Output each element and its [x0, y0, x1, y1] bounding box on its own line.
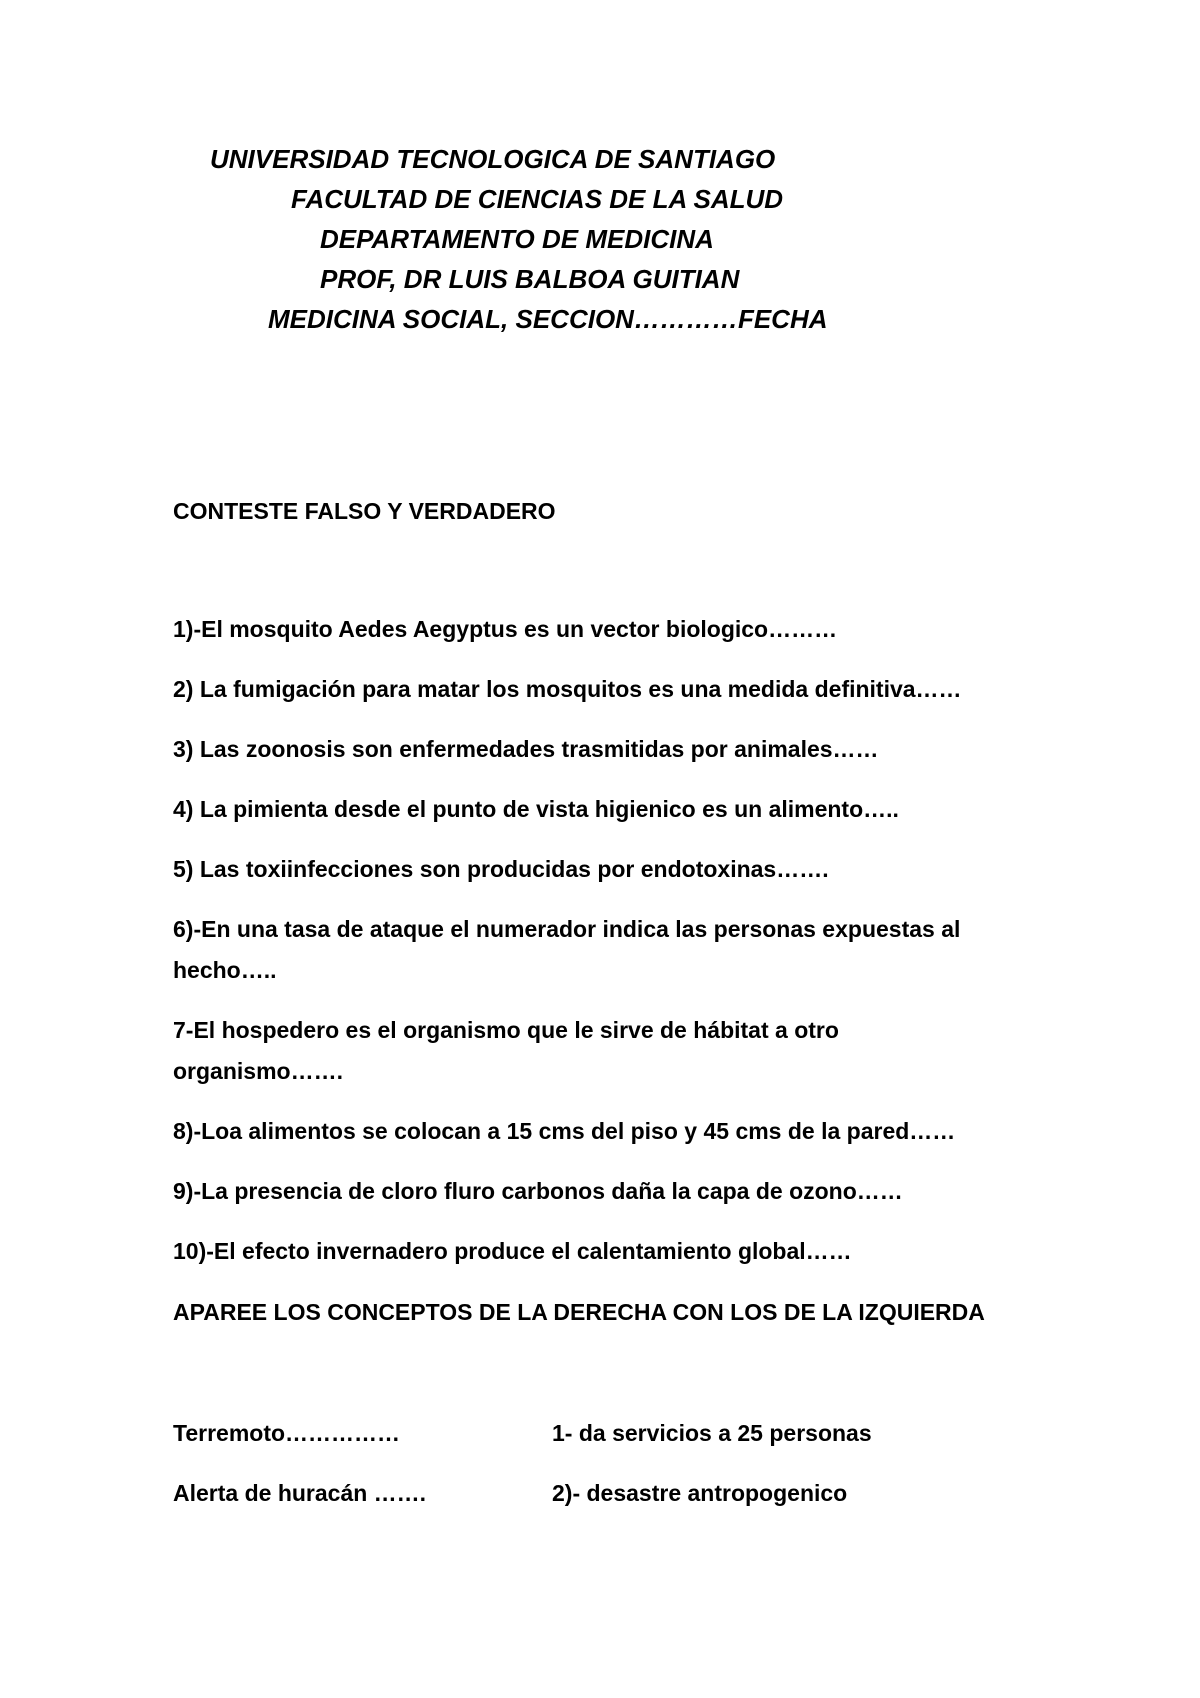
matching-right-item-1: 1- da servicios a 25 personas [552, 1420, 872, 1446]
faculty-name: FACULTAD DE CIENCIAS DE LA SALUD [291, 184, 784, 214]
question-3: 3) Las zoonosis son enfermedades trasmitidas por animales…… [173, 736, 879, 762]
course-section-date: MEDICINA SOCIAL, SECCION…………FECHA [268, 304, 828, 334]
university-name: UNIVERSIDAD TECNOLOGICA DE SANTIAGO [210, 144, 776, 174]
question-7-line-1: 7-El hospedero es el organismo que le sirve de hábitat a otro [173, 1017, 839, 1043]
question-4: 4) La pimienta desde el punto de vista higienico es un alimento….. [173, 796, 899, 822]
question-5: 5) Las toxiinfecciones son producidas por endotoxinas……. [173, 856, 829, 882]
question-10: 10)-El efecto invernadero produce el calentamiento global…… [173, 1238, 852, 1264]
question-2: 2) La fumigación para matar los mosquitos es una medida definitiva…… [173, 676, 962, 702]
matching-left-item-1: Terremoto…………… [173, 1420, 401, 1446]
question-9: 9)-La presencia de cloro fluro carbonos daña la capa de ozono…… [173, 1178, 903, 1204]
question-1: 1)-El mosquito Aedes Aegyptus es un vector biologico……… [173, 616, 838, 642]
question-6-line-2: hecho….. [173, 957, 277, 983]
matching-right-item-2: 2)- desastre antropogenico [552, 1480, 848, 1506]
department-name: DEPARTAMENTO DE MEDICINA [320, 224, 714, 254]
true-false-instruction: CONTESTE FALSO Y VERDADERO [173, 498, 556, 524]
question-7-line-2: organismo……. [173, 1058, 343, 1084]
professor-name: PROF, DR LUIS BALBOA GUITIAN [320, 264, 740, 294]
matching-left-item-2: Alerta de huracán ……. [173, 1480, 427, 1506]
question-6-line-1: 6)-En una tasa de ataque el numerador indica las personas expuestas al [173, 916, 961, 942]
matching-instruction: APAREE LOS CONCEPTOS DE LA DERECHA CON LOS DE LA IZQUIERDA [173, 1299, 985, 1325]
question-8: 8)-Loa alimentos se colocan a 15 cms del piso y 45 cms de la pared…… [173, 1118, 956, 1144]
